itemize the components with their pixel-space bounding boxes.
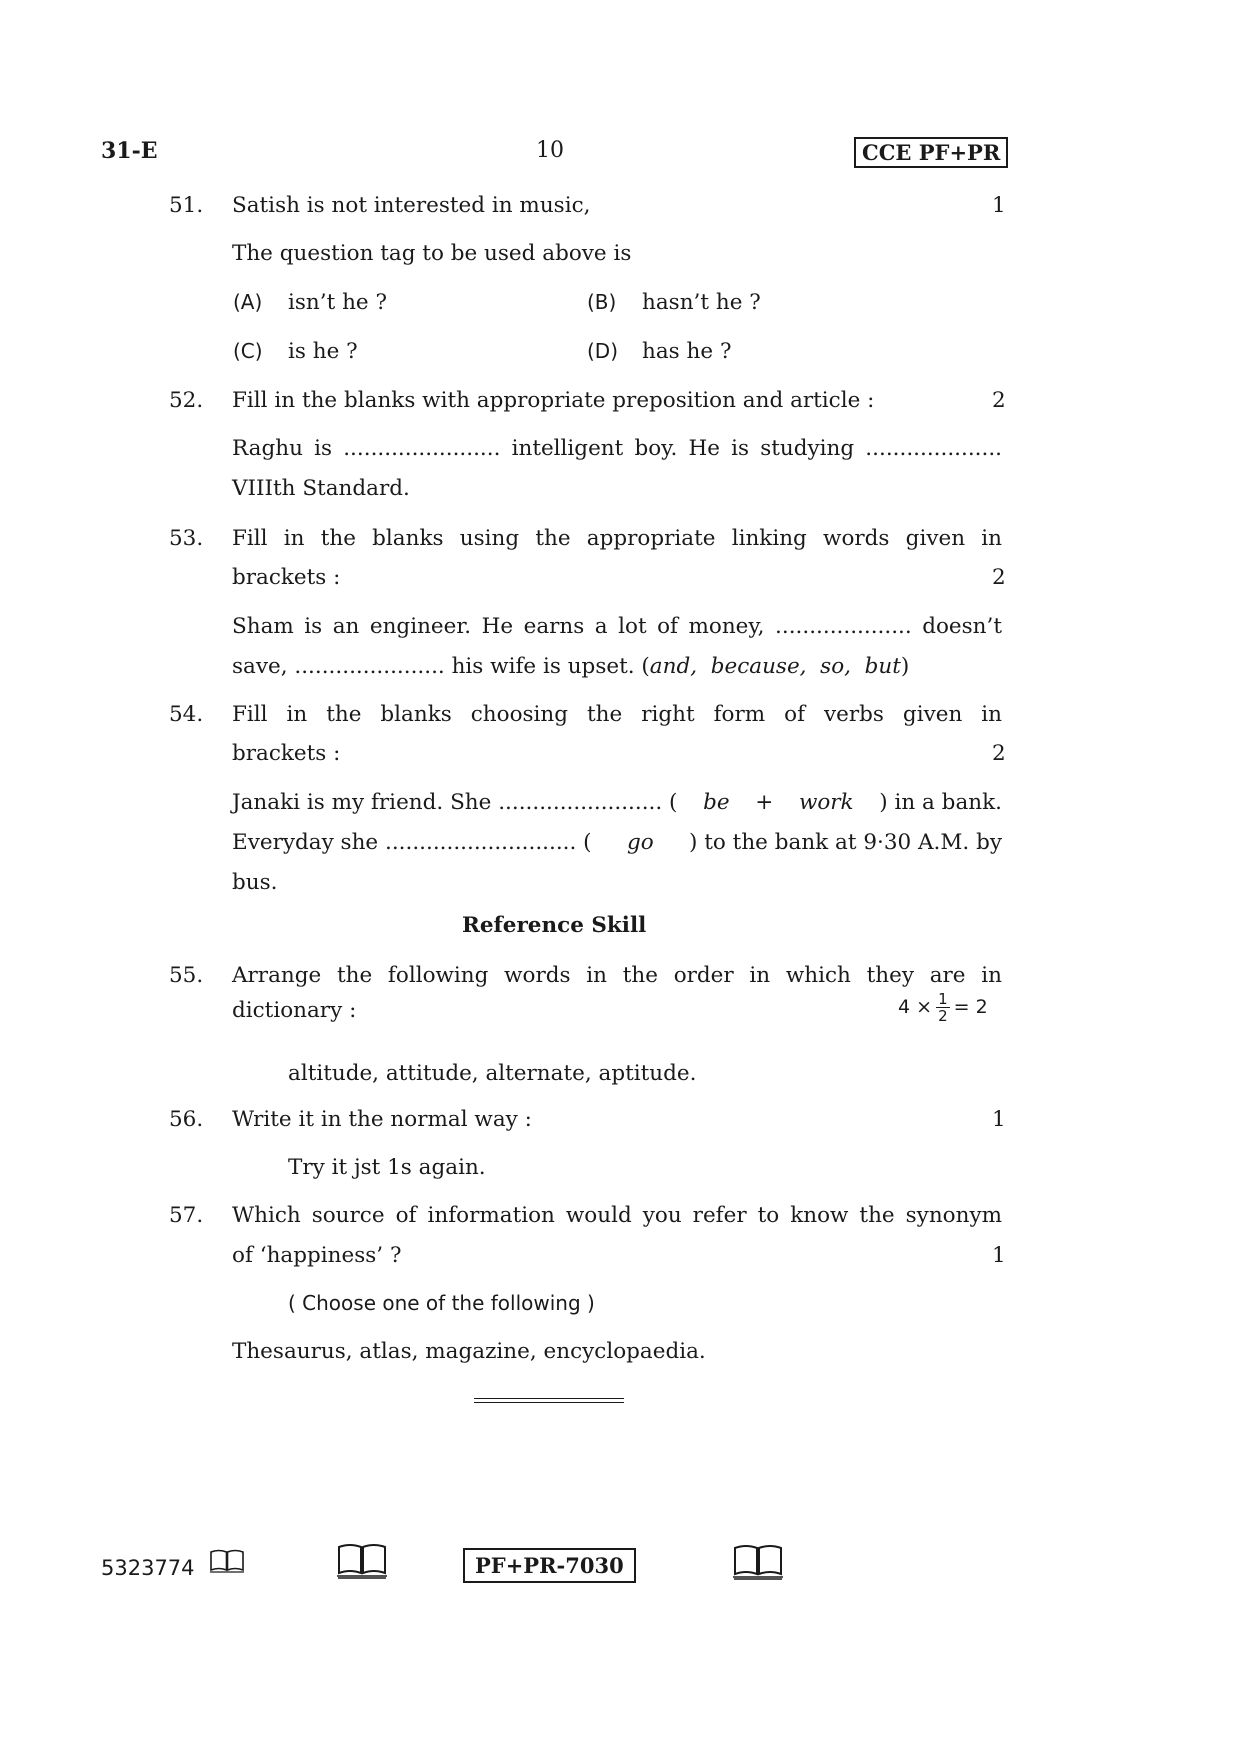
q56-text: Write it in the normal way : bbox=[232, 1107, 532, 1132]
q56-number: 56. bbox=[169, 1107, 204, 1132]
q54-number: 54. bbox=[169, 702, 204, 727]
q51-option-c: is he ? bbox=[288, 339, 358, 364]
q53-text-line2: brackets : bbox=[232, 565, 341, 590]
q54-l1-plus: + bbox=[755, 790, 774, 815]
q53-line2 bbox=[232, 654, 909, 679]
q56-marks: 1 bbox=[992, 1107, 1006, 1132]
q55-text-line1: Arrange the following words in the order in which they are in bbox=[232, 963, 1002, 988]
q57-marks: 1 bbox=[992, 1243, 1006, 1268]
q54-l1-end: ) in a bank. bbox=[879, 790, 1002, 815]
q54-line2 bbox=[232, 830, 1002, 855]
q55-marks-prefix: 4 × bbox=[898, 996, 933, 1018]
q52-text: Fill in the blanks with appropriate preposition and article : bbox=[232, 388, 875, 413]
q56-sms: Try it jst 1s again. bbox=[288, 1155, 486, 1180]
q53-line1: Sham is an engineer. He earns a lot of money, .................... doesn’t bbox=[232, 614, 1002, 639]
q54-l1-work: work bbox=[798, 790, 854, 815]
q52-number: 52. bbox=[169, 388, 204, 413]
footer-serial: 5323774 bbox=[101, 1556, 195, 1580]
q51-option-d: has he ? bbox=[642, 339, 732, 364]
book-icon bbox=[209, 1548, 245, 1574]
header-badge: CCE PF+PR bbox=[854, 137, 1008, 168]
q54-line1 bbox=[232, 790, 1002, 815]
paper-code: 31-E bbox=[101, 138, 158, 164]
q53-bracket-open: ( bbox=[641, 654, 650, 679]
q54-marks: 2 bbox=[992, 741, 1006, 766]
q51-marks: 1 bbox=[992, 193, 1006, 218]
q53-bracket-close: ) bbox=[900, 654, 910, 679]
q52-line2: VIIIth Standard. bbox=[232, 476, 410, 501]
q55-marks-suffix: = 2 bbox=[953, 996, 988, 1018]
q53-marks: 2 bbox=[992, 565, 1006, 590]
end-rule bbox=[474, 1398, 624, 1403]
q55-text-line2: dictionary : bbox=[232, 998, 357, 1023]
q54-l1-a: Janaki is my friend. She ........................ ( bbox=[232, 790, 678, 815]
q57-number: 57. bbox=[169, 1203, 204, 1228]
book-icon bbox=[336, 1542, 388, 1580]
page-number: 10 bbox=[536, 138, 564, 163]
q54-l2-go: go bbox=[626, 830, 654, 855]
q51-option-b-label: (B) bbox=[587, 290, 617, 314]
q55-marks-fraction bbox=[936, 991, 950, 1024]
q57-text-line2: of ‘happiness’ ? bbox=[232, 1243, 402, 1268]
q55-fraction-numerator: 1 bbox=[938, 990, 948, 1008]
q51-option-a: isn’t he ? bbox=[288, 290, 387, 315]
q51-text: Satish is not interested in music, bbox=[232, 193, 591, 218]
q54-l1-be: be bbox=[703, 790, 730, 815]
q54-text-line2: brackets : bbox=[232, 741, 341, 766]
q51-line2: The question tag to be used above is bbox=[232, 241, 632, 266]
q57-choices: Thesaurus, atlas, magazine, encyclopaedia. bbox=[232, 1339, 706, 1364]
book-icon bbox=[732, 1543, 784, 1581]
q53-linking-words: and, because, so, but bbox=[649, 654, 901, 679]
q55-fraction-denominator: 2 bbox=[938, 1007, 948, 1025]
q53-text-line1: Fill in the blanks using the appropriate linking words given in bbox=[232, 526, 1002, 551]
q51-option-a-label: (A) bbox=[233, 290, 263, 314]
q57-instruction: ( Choose one of the following ) bbox=[288, 1291, 595, 1315]
q54-text-line1: Fill in the blanks choosing the right form of verbs given in bbox=[232, 702, 1002, 727]
q51-number: 51. bbox=[169, 193, 204, 218]
section-title: Reference Skill bbox=[462, 913, 647, 938]
q53-line2-start: save, ...................... his wife is upset. bbox=[232, 654, 635, 679]
q51-option-b: hasn’t he ? bbox=[642, 290, 761, 315]
q51-option-d-label: (D) bbox=[587, 339, 619, 363]
q53-number: 53. bbox=[169, 526, 204, 551]
q52-marks: 2 bbox=[992, 388, 1006, 413]
q55-number: 55. bbox=[169, 963, 204, 988]
q57-text-line1: Which source of information would you refer to know the synonym bbox=[232, 1203, 1002, 1228]
q55-words: altitude, attitude, alternate, aptitude. bbox=[288, 1061, 697, 1086]
q54-l2-end: ) to the bank at 9·30 A.M. by bbox=[689, 830, 1002, 855]
q52-line1: Raghu is ....................... intelligent boy. He is studying .................... bbox=[232, 436, 1002, 461]
q54-l2-a: Everyday she ............................ ( bbox=[232, 830, 592, 855]
footer-paper-code: PF+PR-7030 bbox=[463, 1548, 636, 1583]
q51-option-c-label: (C) bbox=[233, 339, 263, 363]
q54-line3: bus. bbox=[232, 870, 278, 895]
q55-marks bbox=[898, 991, 988, 1024]
